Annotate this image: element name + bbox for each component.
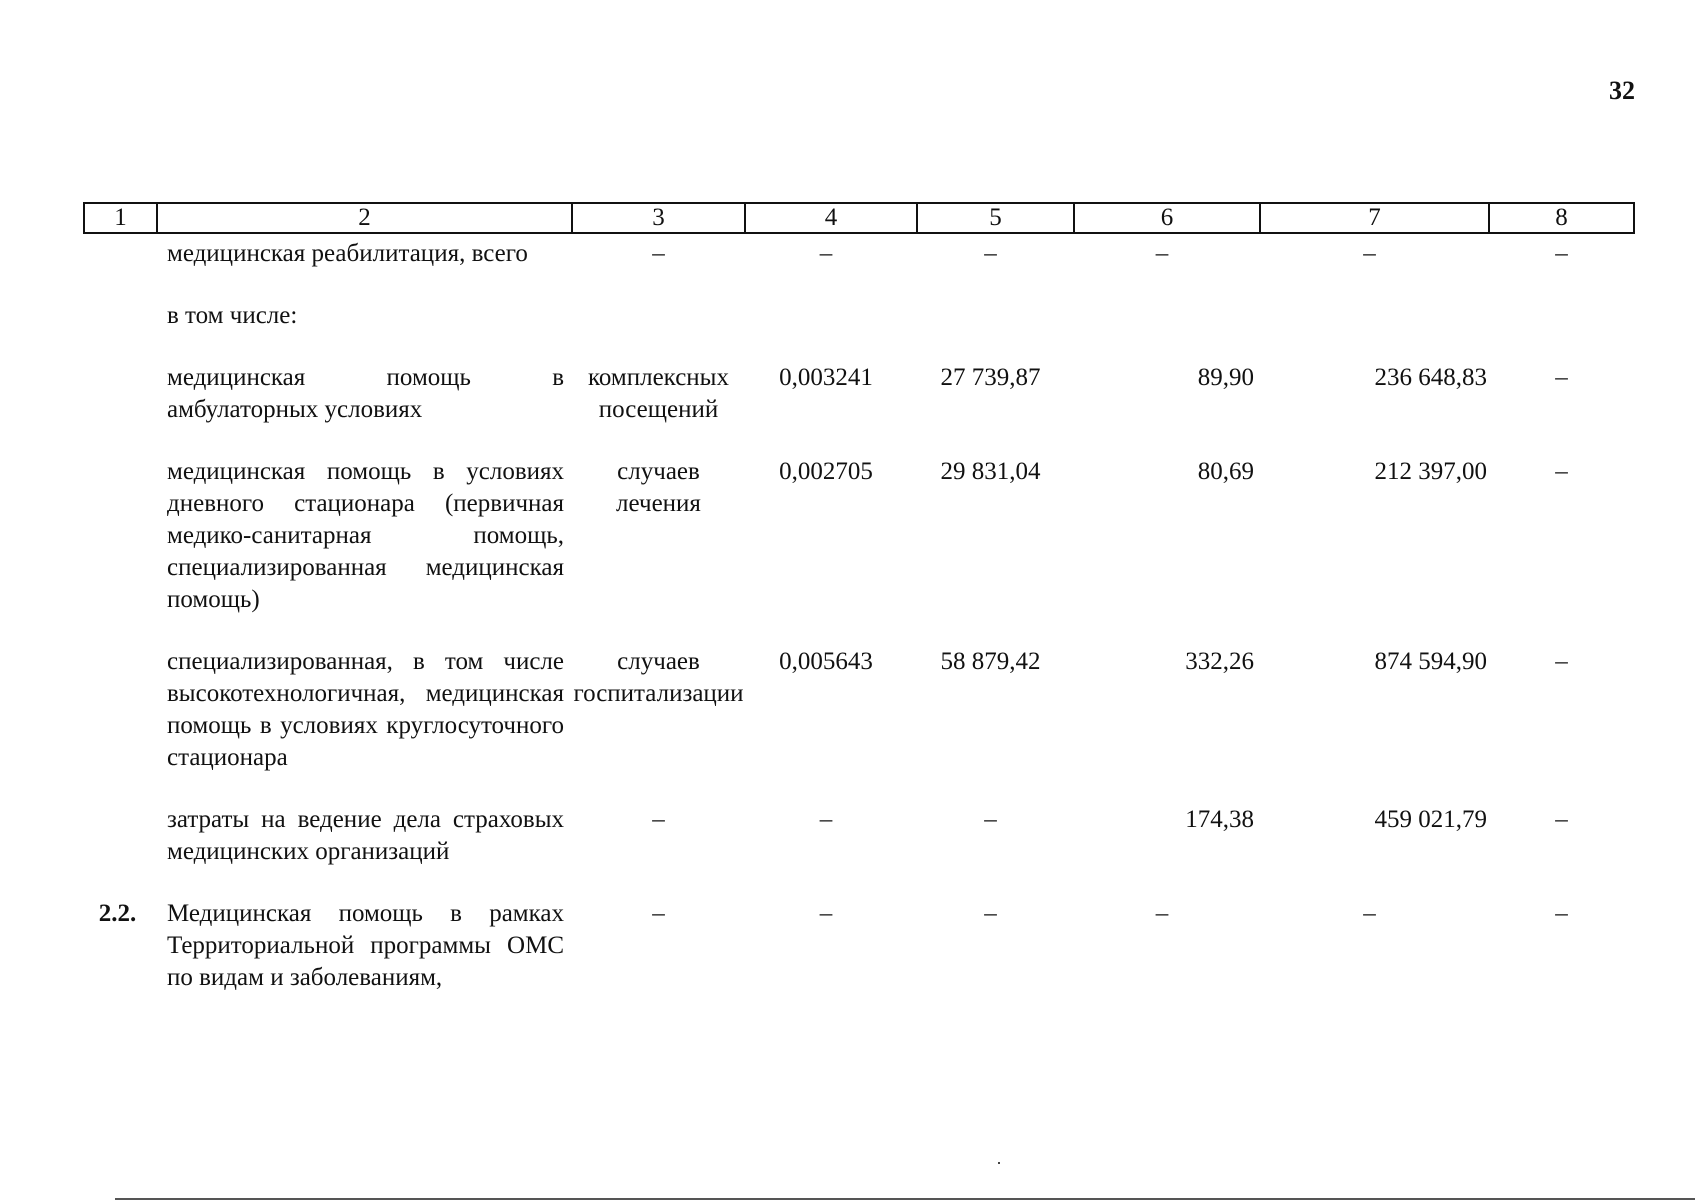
row-label: медицинская помощь в амбулаторных условиях bbox=[167, 364, 564, 423]
row-label: Медицинская помощь в рамках Территориальной программы ОМС по видам и заболеваниям, bbox=[167, 900, 564, 991]
row-value-4 bbox=[745, 300, 917, 362]
row-value-7: 459 021,79 bbox=[1374, 806, 1487, 833]
row-value-7: – bbox=[1363, 240, 1376, 267]
row-number bbox=[84, 362, 157, 456]
row-value-8: – bbox=[1555, 364, 1568, 391]
row-value-6: 174,38 bbox=[1185, 806, 1254, 833]
column-header-4: 4 bbox=[745, 203, 917, 233]
row-unit: – bbox=[652, 806, 665, 833]
row-value-5: 27 739,87 bbox=[940, 364, 1041, 391]
column-header-5: 5 bbox=[917, 203, 1074, 233]
row-value-6: 80,69 bbox=[1197, 458, 1254, 485]
row-unit: – bbox=[652, 240, 665, 267]
row-number bbox=[84, 804, 157, 898]
row-unit: случаев лечения bbox=[616, 458, 701, 517]
row-number: 2.2. bbox=[98, 900, 137, 927]
row-value-7: – bbox=[1363, 900, 1376, 927]
row-unit: случаев госпитализации bbox=[573, 648, 744, 707]
row-value-6: – bbox=[1155, 240, 1169, 267]
row-number bbox=[84, 300, 157, 362]
row-unit: – bbox=[652, 900, 665, 927]
table-row bbox=[84, 362, 1634, 456]
row-unit bbox=[572, 300, 745, 362]
row-value-8: – bbox=[1555, 900, 1568, 927]
row-number bbox=[84, 233, 157, 300]
column-header-6: 6 bbox=[1074, 203, 1260, 233]
row-value-8: – bbox=[1555, 806, 1568, 833]
row-value-4: 0,003241 bbox=[779, 364, 873, 391]
data-table bbox=[83, 202, 1635, 1024]
row-value-5: – bbox=[984, 806, 997, 833]
table-row bbox=[84, 456, 1634, 646]
row-value-8: – bbox=[1555, 240, 1568, 267]
row-value-6: 89,90 bbox=[1197, 364, 1254, 391]
column-header-3: 3 bbox=[572, 203, 745, 233]
row-label: медицинская помощь в условиях дневного стационара (первичная медико-санитарная помощь, специализированная медицинская помощь) bbox=[167, 458, 564, 613]
column-header-7: 7 bbox=[1260, 203, 1489, 233]
row-value-8: – bbox=[1555, 458, 1568, 485]
row-value-4: – bbox=[819, 900, 833, 927]
row-value-6: 332,26 bbox=[1185, 648, 1254, 675]
table-row bbox=[84, 233, 1634, 300]
row-label: специализированная, в том числе высокотехнологичная, медицинская помощь в условиях круглосуточного стационара bbox=[167, 648, 564, 771]
column-header-8: 8 bbox=[1489, 203, 1634, 233]
table-row bbox=[84, 898, 1634, 1024]
row-label: медицинская реабилитация, всего bbox=[167, 240, 528, 267]
page-number: 32 bbox=[1609, 76, 1635, 105]
row-number bbox=[84, 456, 157, 646]
column-header-2: 2 bbox=[157, 203, 572, 233]
table-row bbox=[84, 804, 1634, 898]
row-value-6 bbox=[1074, 300, 1260, 362]
row-value-5: – bbox=[984, 900, 997, 927]
row-value-7 bbox=[1260, 300, 1489, 362]
row-value-5 bbox=[917, 300, 1074, 362]
row-value-5: 58 879,42 bbox=[940, 648, 1041, 675]
row-label: затраты на ведение дела страховых медицинских организаций bbox=[167, 806, 564, 865]
row-value-6: – bbox=[1155, 900, 1169, 927]
row-value-7: 236 648,83 bbox=[1374, 364, 1487, 391]
column-header-1: 1 bbox=[84, 203, 157, 233]
row-unit: комплексных посещений bbox=[588, 364, 729, 423]
row-value-4: – bbox=[819, 240, 833, 267]
scan-speck bbox=[998, 1162, 1000, 1164]
table-row bbox=[84, 300, 1634, 362]
row-label: в том числе: bbox=[167, 302, 298, 329]
row-value-8: – bbox=[1555, 648, 1568, 675]
row-value-4: 0,002705 bbox=[779, 458, 873, 485]
row-value-5: 29 831,04 bbox=[940, 458, 1041, 485]
row-value-4: – bbox=[819, 806, 833, 833]
column-number-header-row bbox=[84, 203, 1634, 233]
row-value-7: 874 594,90 bbox=[1374, 648, 1487, 675]
row-value-4: 0,005643 bbox=[779, 648, 873, 675]
row-value-5: – bbox=[984, 240, 997, 267]
row-number bbox=[84, 646, 157, 804]
row-value-8 bbox=[1489, 300, 1634, 362]
row-value-7: 212 397,00 bbox=[1374, 458, 1487, 485]
table-row bbox=[84, 646, 1634, 804]
